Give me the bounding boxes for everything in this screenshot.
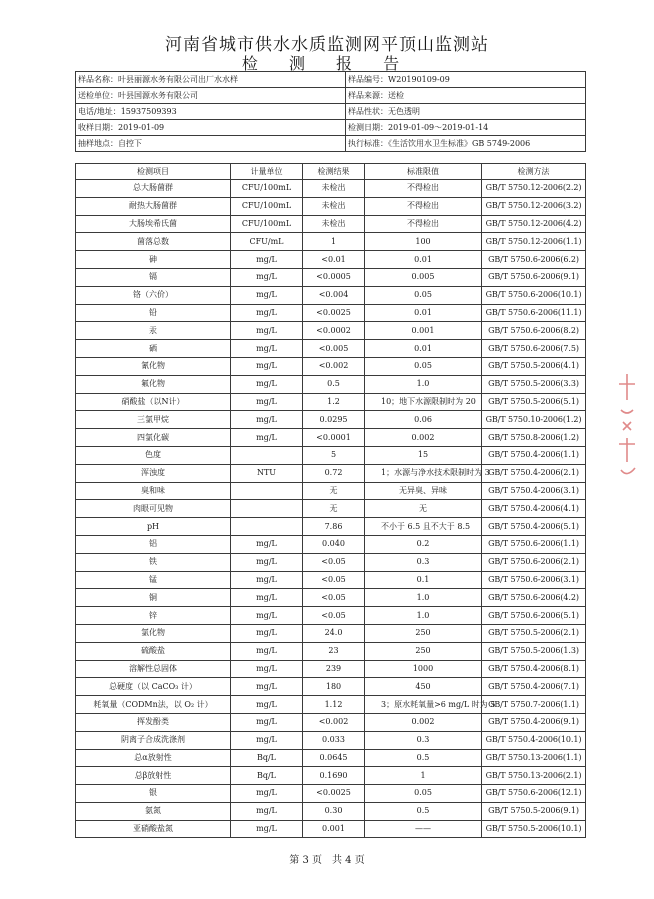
cell-limit: ——: [365, 820, 482, 838]
cell-unit: mg/L: [231, 660, 303, 678]
cell-unit: [231, 482, 303, 500]
cell-limit: 250: [365, 624, 482, 642]
cell-unit: CFU/100mL: [231, 197, 303, 215]
cell-item: 砷: [76, 251, 231, 269]
cell-limit: 0.05: [365, 357, 482, 375]
phone-cell: 电话/地址：15937509393: [76, 104, 346, 120]
cell-unit: mg/L: [231, 322, 303, 340]
cell-result: <0.004: [303, 286, 365, 304]
table-row: [76, 642, 586, 660]
cell-limit: 1000: [365, 660, 482, 678]
standard-cell: 执行标准：《生活饮用水卫生标准》GB 5749-2006: [346, 136, 586, 152]
cell-unit: CFU/100mL: [231, 180, 303, 198]
cell-item: 阴离子合成洗涤剂: [76, 731, 231, 749]
sample-name-cell: 样品名称：叶县丽源水务有限公司出厂水水样: [76, 72, 346, 88]
sample-no-cell: 样品编号：W20190109-09: [346, 72, 586, 88]
cell-result: 0.040: [303, 535, 365, 553]
sample-nature: 无色透明: [388, 106, 420, 116]
cell-method: GB/T 5750.7-2006(1.1): [482, 696, 586, 714]
cell-limit: 0.3: [365, 731, 482, 749]
cell-unit: mg/L: [231, 268, 303, 286]
cell-result: <0.002: [303, 357, 365, 375]
cell-limit: 不得检出: [365, 180, 482, 198]
cell-item: 镉: [76, 268, 231, 286]
cell-method: GB/T 5750.6-2006(6.2): [482, 251, 586, 269]
cell-item: 耗氧量（CODMn法，以 O₂ 计）: [76, 696, 231, 714]
cell-limit: 0.3: [365, 553, 482, 571]
cell-unit: mg/L: [231, 678, 303, 696]
cell-unit: mg/L: [231, 357, 303, 375]
cell-unit: mg/L: [231, 802, 303, 820]
table-row: [76, 482, 586, 500]
cell-unit: mg/L: [231, 713, 303, 731]
cell-method: GB/T 5750.5-2006(10.1): [482, 820, 586, 838]
cell-limit: 0.05: [365, 286, 482, 304]
cell-method: GB/T 5750.10-2006(1.2): [482, 411, 586, 429]
cell-method: GB/T 5750.4-2006(10.1): [482, 731, 586, 749]
cell-unit: mg/L: [231, 696, 303, 714]
cell-item: 氰化物: [76, 357, 231, 375]
cell-result: <0.05: [303, 589, 365, 607]
table-row: [76, 607, 586, 625]
cell-method: GB/T 5750.6-2006(1.1): [482, 535, 586, 553]
cell-result: <0.005: [303, 340, 365, 358]
test-date-cell: 检测日期：2019-01-09～2019-01-14: [346, 120, 586, 136]
table-row: [76, 713, 586, 731]
cell-limit: 0.005: [365, 268, 482, 286]
cell-item: 硒: [76, 340, 231, 358]
cell-method: GB/T 5750.6-2006(7.5): [482, 340, 586, 358]
cell-limit: 0.001: [365, 322, 482, 340]
sample-source: 送检: [388, 90, 404, 100]
cell-method: GB/T 5750.6-2006(4.2): [482, 589, 586, 607]
cell-unit: mg/L: [231, 607, 303, 625]
cell-item: 浑浊度: [76, 464, 231, 482]
cell-limit: 15: [365, 446, 482, 464]
cell-result: 无: [303, 482, 365, 500]
cell-item: 铁: [76, 553, 231, 571]
cell-method: GB/T 5750.6-2006(12.1): [482, 785, 586, 803]
cell-method: GB/T 5750.5-2006(1.3): [482, 642, 586, 660]
cell-limit: 1.0: [365, 375, 482, 393]
table-row: [76, 286, 586, 304]
cell-result: 5: [303, 446, 365, 464]
cell-result: 24.0: [303, 624, 365, 642]
cell-method: GB/T 5750.6-2006(3.1): [482, 571, 586, 589]
cell-method: GB/T 5750.6-2006(9.1): [482, 268, 586, 286]
cell-method: GB/T 5750.4-2006(2.1): [482, 464, 586, 482]
cell-result: 无: [303, 500, 365, 518]
cell-limit: 0.2: [365, 535, 482, 553]
cell-result: 23: [303, 642, 365, 660]
cell-limit: 1: [365, 767, 482, 785]
cell-method: GB/T 5750.5-2006(3.3): [482, 375, 586, 393]
table-row: [76, 215, 586, 233]
cell-item: 四氯化碳: [76, 429, 231, 447]
cell-method: GB/T 5750.4-2006(7.1): [482, 678, 586, 696]
cell-method: GB/T 5750.13-2006(1.1): [482, 749, 586, 767]
cell-result: 180: [303, 678, 365, 696]
cell-item: 氨氮: [76, 802, 231, 820]
cell-item: 大肠埃希氏菌: [76, 215, 231, 233]
cell-method: GB/T 5750.4-2006(5.1): [482, 518, 586, 536]
cell-item: 耐热大肠菌群: [76, 197, 231, 215]
cell-limit: 不得检出: [365, 197, 482, 215]
table-row: [76, 731, 586, 749]
cell-result: <0.0025: [303, 785, 365, 803]
table-row: [76, 429, 586, 447]
cell-unit: mg/L: [231, 375, 303, 393]
cell-limit: 无: [365, 500, 482, 518]
cell-method: GB/T 5750.12-2006(4.2): [482, 215, 586, 233]
cell-unit: mg/L: [231, 820, 303, 838]
cell-item: 汞: [76, 322, 231, 340]
cell-unit: Bq/L: [231, 767, 303, 785]
cell-method: GB/T 5750.12-2006(1.1): [482, 233, 586, 251]
cell-result: <0.05: [303, 553, 365, 571]
cell-limit: 0.002: [365, 713, 482, 731]
table-row: [76, 500, 586, 518]
cell-result: <0.0002: [303, 322, 365, 340]
cell-item: 铅: [76, 304, 231, 322]
cell-limit: 0.06: [365, 411, 482, 429]
cell-unit: mg/L: [231, 785, 303, 803]
table-row: [76, 571, 586, 589]
cell-result: <0.05: [303, 571, 365, 589]
cell-method: GB/T 5750.6-2006(11.1): [482, 304, 586, 322]
cell-result: 0.033: [303, 731, 365, 749]
table-row: [76, 411, 586, 429]
cell-method: GB/T 5750.4-2006(4.1): [482, 500, 586, 518]
table-row: [76, 375, 586, 393]
page-number: 第 3 页 共 4 页: [289, 855, 365, 866]
cell-result: 239: [303, 660, 365, 678]
sample-no: W20190109-09: [388, 74, 450, 84]
cell-result: <0.0001: [303, 429, 365, 447]
cell-result: 0.72: [303, 464, 365, 482]
cell-method: GB/T 5750.5-2006(2.1): [482, 624, 586, 642]
table-row: [76, 553, 586, 571]
sampling-site: 自控下: [118, 138, 142, 148]
table-row: [76, 446, 586, 464]
table-row: [76, 749, 586, 767]
cell-item: 氟化物: [76, 375, 231, 393]
table-row: [76, 251, 586, 269]
cell-result: <0.01: [303, 251, 365, 269]
cell-limit: 450: [365, 678, 482, 696]
cell-method: GB/T 5750.4-2006(3.1): [482, 482, 586, 500]
cell-unit: mg/L: [231, 393, 303, 411]
cell-item: 肉眼可见物: [76, 500, 231, 518]
cell-limit: 0.002: [365, 429, 482, 447]
table-row: [76, 535, 586, 553]
cell-result: 未检出: [303, 197, 365, 215]
cell-method: GB/T 5750.13-2006(2.1): [482, 767, 586, 785]
cell-item: 硫酸盐: [76, 642, 231, 660]
table-row: [76, 678, 586, 696]
cell-method: GB/T 5750.6-2006(8.2): [482, 322, 586, 340]
cell-method: GB/T 5750.12-2006(2.2): [482, 180, 586, 198]
cell-limit: 100: [365, 233, 482, 251]
cell-limit: 3；原水耗氧量>6 mg/L 时为 5: [365, 696, 482, 714]
received-date: 2019-01-09: [118, 122, 165, 132]
cell-result: 0.0295: [303, 411, 365, 429]
header-item: 检测项目: [76, 164, 231, 180]
header-unit: 计量单位: [231, 164, 303, 180]
cell-unit: mg/L: [231, 624, 303, 642]
cell-method: GB/T 5750.6-2006(5.1): [482, 607, 586, 625]
cell-limit: 不小于 6.5 且不大于 8.5: [365, 518, 482, 536]
cell-item: 总β放射性: [76, 767, 231, 785]
cell-result: 1: [303, 233, 365, 251]
test-date: 2019-01-09～2019-01-14: [388, 122, 489, 132]
results-body: [76, 180, 586, 838]
cell-unit: mg/L: [231, 571, 303, 589]
cell-item: 总硬度（以 CaCO₃ 计）: [76, 678, 231, 696]
cell-unit: mg/L: [231, 731, 303, 749]
cell-item: 总大肠菌群: [76, 180, 231, 198]
cell-result: 1.12: [303, 696, 365, 714]
cell-item: pH: [76, 518, 231, 536]
cell-result: 未检出: [303, 215, 365, 233]
cell-item: 菌落总数: [76, 233, 231, 251]
cell-item: 锌: [76, 607, 231, 625]
table-row: [76, 518, 586, 536]
cell-unit: Bq/L: [231, 749, 303, 767]
table-row: [76, 624, 586, 642]
cell-unit: mg/L: [231, 589, 303, 607]
table-row: [76, 233, 586, 251]
table-row: [76, 180, 586, 198]
cell-result: 0.001: [303, 820, 365, 838]
cell-limit: 1.0: [365, 607, 482, 625]
cell-item: 色度: [76, 446, 231, 464]
cell-method: GB/T 5750.6-2006(2.1): [482, 553, 586, 571]
received-date-cell: 收样日期：2019-01-09: [76, 120, 346, 136]
cell-unit: mg/L: [231, 340, 303, 358]
sample-source-cell: 样品来源：送检: [346, 88, 586, 104]
cell-result: 0.5: [303, 375, 365, 393]
cell-result: 未检出: [303, 180, 365, 198]
margin-stamp: [613, 370, 641, 490]
report-title: 检 测 报 告: [241, 54, 413, 73]
cell-result: 7.86: [303, 518, 365, 536]
cell-limit: 10；地下水源限制时为 20: [365, 393, 482, 411]
table-row: [76, 357, 586, 375]
cell-method: GB/T 5750.5-2006(9.1): [482, 802, 586, 820]
results-table: [75, 163, 586, 838]
cell-result: 0.0645: [303, 749, 365, 767]
sample-nature-cell: 样品性状：无色透明: [346, 104, 586, 120]
cell-item: 铝: [76, 535, 231, 553]
table-row: [76, 340, 586, 358]
cell-method: GB/T 5750.6-2006(10.1): [482, 286, 586, 304]
sampling-site-cell: 抽样地点：自控下: [76, 136, 346, 152]
cell-item: 三氯甲烷: [76, 411, 231, 429]
cell-item: 臭和味: [76, 482, 231, 500]
cell-result: <0.0025: [303, 304, 365, 322]
table-row: [76, 802, 586, 820]
cell-result: <0.0005: [303, 268, 365, 286]
table-row: [76, 660, 586, 678]
cell-unit: mg/L: [231, 429, 303, 447]
submitter: 叶县国源水务有限公司: [118, 90, 198, 100]
cell-limit: 0.05: [365, 785, 482, 803]
cell-limit: 无异臭、异味: [365, 482, 482, 500]
table-row: [76, 197, 586, 215]
cell-method: GB/T 5750.5-2006(5.1): [482, 393, 586, 411]
organization-title: 河南省城市供水水质监测网平顶山监测站: [165, 35, 489, 55]
cell-item: 亚硝酸盐氮: [76, 820, 231, 838]
cell-result: 0.30: [303, 802, 365, 820]
header-limit: 标准限值: [365, 164, 482, 180]
cell-method: GB/T 5750.4-2006(8.1): [482, 660, 586, 678]
sample-name: 叶县丽源水务有限公司出厂水水样: [118, 74, 238, 84]
table-row: [76, 322, 586, 340]
cell-unit: CFU/100mL: [231, 215, 303, 233]
table-row: [76, 304, 586, 322]
cell-result: <0.002: [303, 713, 365, 731]
cell-item: 挥发酚类: [76, 713, 231, 731]
cell-limit: 0.01: [365, 340, 482, 358]
table-row: [76, 464, 586, 482]
cell-result: <0.05: [303, 607, 365, 625]
table-row: [76, 268, 586, 286]
standard: 《生活饮用水卫生标准》GB 5749-2006: [388, 138, 531, 148]
cell-unit: NTU: [231, 464, 303, 482]
cell-unit: mg/L: [231, 535, 303, 553]
cell-limit: 1.0: [365, 589, 482, 607]
results-header-row: [76, 164, 586, 180]
phone: 15937509393: [120, 106, 177, 116]
cell-limit: 0.01: [365, 304, 482, 322]
cell-limit: 0.5: [365, 802, 482, 820]
cell-limit: 0.5: [365, 749, 482, 767]
cell-item: 铬（六价）: [76, 286, 231, 304]
cell-method: GB/T 5750.8-2006(1.2): [482, 429, 586, 447]
cell-unit: [231, 500, 303, 518]
cell-limit: 不得检出: [365, 215, 482, 233]
cell-unit: mg/L: [231, 286, 303, 304]
header-result: 检测结果: [303, 164, 365, 180]
table-row: [76, 589, 586, 607]
cell-limit: 0.01: [365, 251, 482, 269]
sample-info-table: [75, 71, 586, 152]
cell-limit: 1；水源与净水技术限制时为 3: [365, 464, 482, 482]
cell-unit: mg/L: [231, 251, 303, 269]
header-method: 检测方法: [482, 164, 586, 180]
table-row: [76, 696, 586, 714]
table-row: [76, 785, 586, 803]
cell-method: GB/T 5750.5-2006(4.1): [482, 357, 586, 375]
cell-unit: mg/L: [231, 304, 303, 322]
cell-item: 铜: [76, 589, 231, 607]
table-row: [76, 767, 586, 785]
cell-method: GB/T 5750.4-2006(1.1): [482, 446, 586, 464]
cell-result: 0.1690: [303, 767, 365, 785]
cell-unit: mg/L: [231, 642, 303, 660]
submitter-cell: 送检单位：叶县国源水务有限公司: [76, 88, 346, 104]
cell-result: 1.2: [303, 393, 365, 411]
cell-unit: CFU/mL: [231, 233, 303, 251]
cell-limit: 250: [365, 642, 482, 660]
table-row: [76, 820, 586, 838]
cell-item: 硝酸盐（以N计）: [76, 393, 231, 411]
cell-method: GB/T 5750.4-2006(9.1): [482, 713, 586, 731]
cell-unit: [231, 446, 303, 464]
cell-item: 锰: [76, 571, 231, 589]
cell-item: 总α放射性: [76, 749, 231, 767]
cell-item: 氯化物: [76, 624, 231, 642]
cell-item: 溶解性总固体: [76, 660, 231, 678]
cell-unit: mg/L: [231, 411, 303, 429]
cell-item: 银: [76, 785, 231, 803]
cell-unit: mg/L: [231, 553, 303, 571]
cell-method: GB/T 5750.12-2006(3.2): [482, 197, 586, 215]
table-row: [76, 393, 586, 411]
cell-unit: [231, 518, 303, 536]
cell-limit: 0.1: [365, 571, 482, 589]
